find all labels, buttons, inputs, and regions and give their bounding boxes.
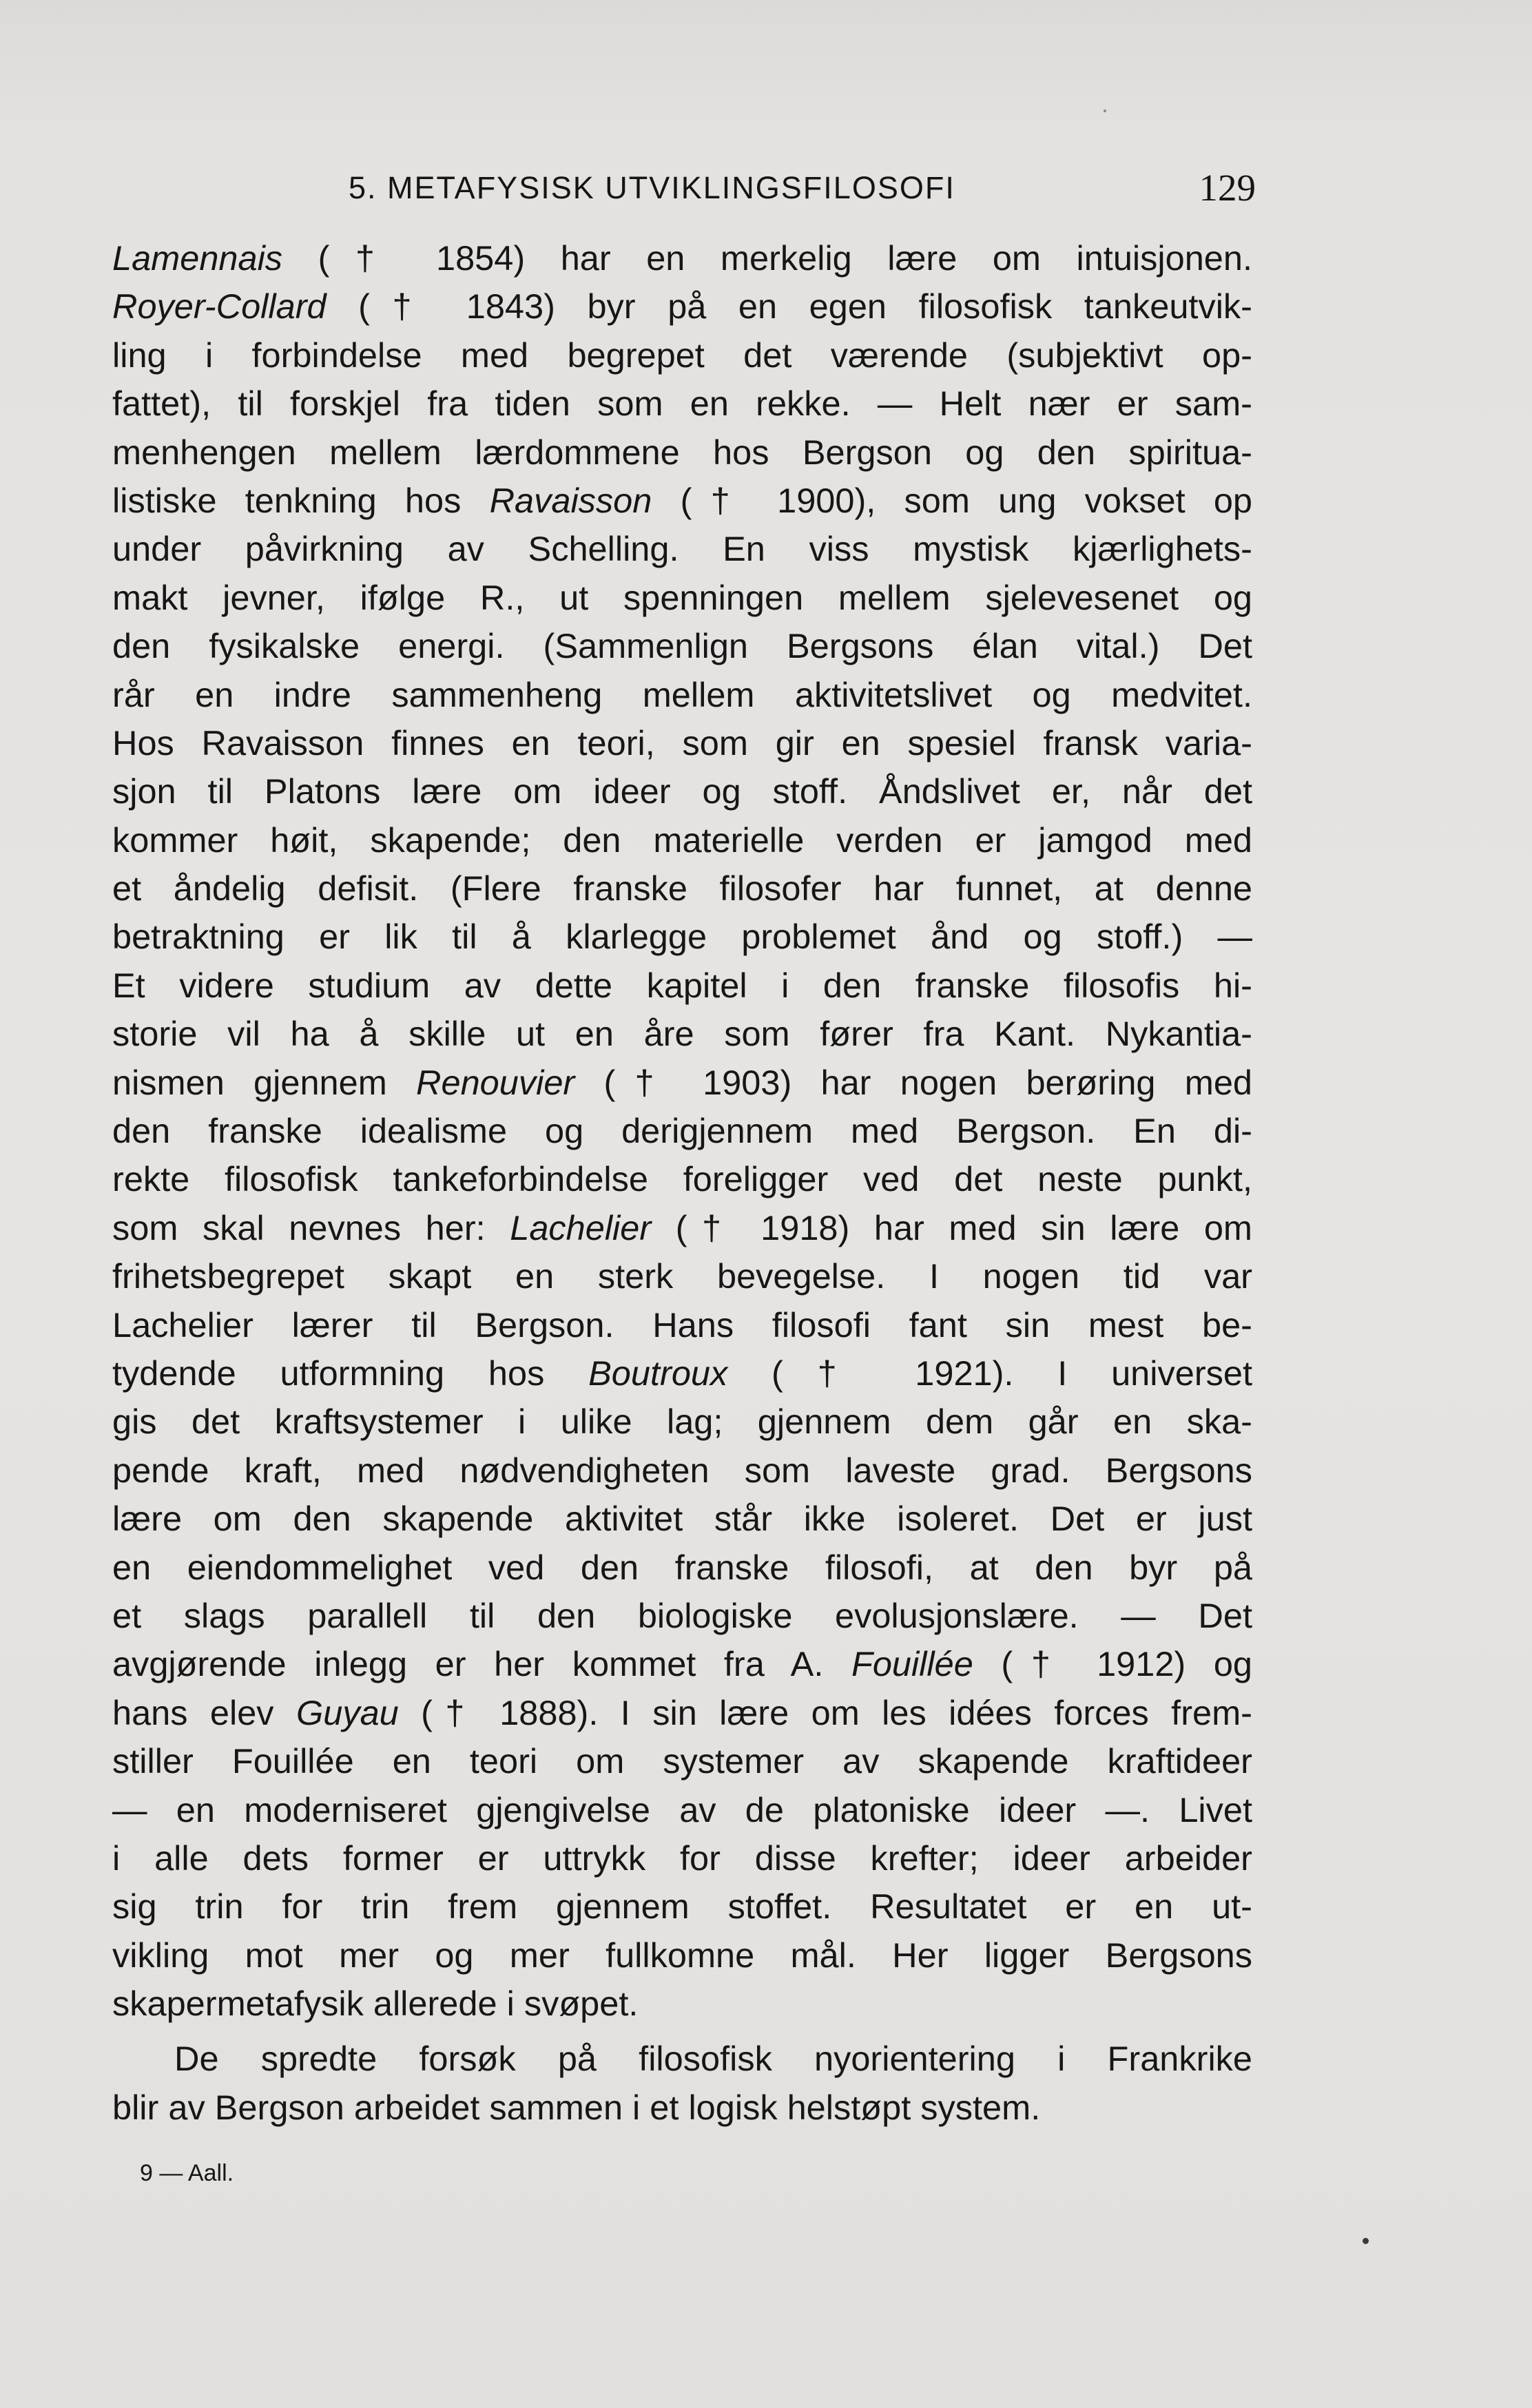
text-segment: sjon til Platons lære om ideer og stoff. Åndslivet er, når det — [112, 771, 1252, 811]
text-segment: i alle dets former er uttrykk for disse krefter; ideer arbeider — [112, 1838, 1252, 1878]
text-segment: nismen gjennem — [112, 1062, 417, 1102]
text-segment: listiske tenkning hos — [112, 480, 490, 520]
text-segment: († 1918) har med sin lære om — [651, 1207, 1252, 1247]
text-segment: († 1900), som ung vokset op — [652, 480, 1252, 520]
italic-name: Fouillée — [851, 1644, 973, 1684]
paragraph-2 — [112, 2035, 1252, 2132]
text-segment: ling i forbindelse med begrepet det værende (subjektivt op- — [112, 335, 1252, 375]
print-speck — [1363, 2238, 1369, 2244]
text-segment: — en moderniseret gjengivelse av de platoniske ideer —. Livet — [112, 1789, 1252, 1829]
text-line — [112, 1640, 1252, 1688]
page-number: 129 — [1199, 167, 1256, 209]
text-segment: avgjørende inlegg er her kommet fra A. — [112, 1644, 851, 1684]
text-segment: den fysikalske energi. (Sammenlign Bergsons élan vital.) Det — [112, 626, 1252, 666]
text-line — [112, 913, 1252, 961]
text-line — [112, 1059, 1252, 1107]
italic-name: Lamennais — [112, 238, 283, 278]
text-segment: sig trin for trin frem gjennem stoffet. Resultatet er en ut- — [112, 1887, 1252, 1927]
text-line — [112, 622, 1252, 670]
text-line — [112, 1786, 1252, 1834]
text-line — [112, 1252, 1252, 1300]
text-segment: († 1888). I sin lære om les idées forces frem- — [398, 1692, 1252, 1732]
text-line — [112, 234, 1252, 282]
text-line — [112, 1592, 1252, 1640]
text-segment: kommer høit, skapende; den materielle verden er jamgod med — [112, 820, 1252, 860]
text-line — [112, 816, 1252, 864]
text-segment: († 1903) har nogen berøring med — [574, 1062, 1252, 1102]
text-segment: tydende utformning hos — [112, 1353, 589, 1393]
body-text — [112, 234, 1252, 2132]
text-line — [112, 1155, 1252, 1203]
text-line — [112, 1544, 1252, 1592]
italic-name: Renouvier — [416, 1062, 575, 1102]
text-segment: under påvirkning av Schelling. En viss mystisk kjærlighets- — [112, 529, 1252, 569]
text-segment: hans elev — [112, 1692, 296, 1732]
text-segment: rår en indre sammenheng mellem aktivitetslivet og medvitet. — [112, 674, 1252, 714]
text-segment: frihetsbegrepet skapt en sterk bevegelse. I nogen tid var — [112, 1256, 1252, 1296]
text-segment: som skal nevnes her: — [112, 1207, 510, 1247]
text-line — [112, 1689, 1252, 1737]
italic-name: Ravaisson — [489, 480, 652, 520]
running-title: 5. METAFYSISK UTVIKLINGSFILOSOFI — [349, 170, 955, 205]
text-line — [112, 1495, 1252, 1543]
italic-name: Guyau — [296, 1692, 399, 1732]
page-header — [349, 164, 1256, 212]
text-line — [112, 428, 1252, 477]
text-line — [112, 767, 1252, 816]
text-segment: De spredte forsøk på filosofisk nyorientering i Frankrike — [174, 2039, 1252, 2079]
text-line — [112, 477, 1252, 525]
text-line — [112, 1204, 1252, 1252]
text-segment: skapermetafysik allerede i svøpet. — [112, 1984, 639, 2024]
italic-name: Boutroux — [588, 1353, 728, 1393]
text-segment: lære om den skapende aktivitet står ikke isoleret. Det er just — [112, 1499, 1252, 1539]
text-segment: blir av Bergson arbeidet sammen i et logisk helstøpt system. — [112, 2087, 1041, 2127]
text-line — [112, 2084, 1252, 2132]
text-segment: († 1843) byr på en egen filosofisk tankeutvik- — [326, 287, 1252, 326]
text-line — [112, 1834, 1252, 1882]
text-line — [112, 1398, 1252, 1446]
text-segment: rekte filosofisk tankeforbindelse foreligger ved det neste punkt, — [112, 1159, 1252, 1199]
text-segment: betraktning er lik til å klarlegge problemet ånd og stoff.) — — [112, 917, 1252, 957]
text-segment: Lachelier lærer til Bergson. Hans filosofi fant sin mest be- — [112, 1305, 1252, 1345]
text-segment: et åndelig defisit. (Flere franske filosofer har funnet, at denne — [112, 869, 1252, 909]
text-segment: menhengen mellem lærdommene hos Bergson og den spiritua- — [112, 432, 1252, 472]
text-segment: makt jevner, ifølge R., ut spenningen mellem sjelevesenet og — [112, 577, 1252, 617]
text-line — [112, 574, 1252, 622]
text-segment: Et videre studium av dette kapitel i den franske filosofis hi- — [112, 965, 1252, 1005]
text-line — [112, 1980, 1252, 2028]
text-segment: stiller Fouillée en teori om systemer av skapende kraftideer — [112, 1741, 1252, 1781]
text-line — [112, 962, 1252, 1010]
text-line — [112, 1446, 1252, 1495]
italic-name: Lachelier — [510, 1207, 652, 1247]
text-segment: († 1912) og — [973, 1644, 1252, 1684]
text-segment: en eiendommelighet ved den franske filosofi, at den byr på — [112, 1547, 1252, 1587]
text-line — [112, 282, 1252, 331]
text-line — [112, 380, 1252, 428]
text-segment: († 1921). I universet — [727, 1353, 1252, 1393]
text-segment: et slags parallell til den biologiske evolusjonslære. — Det — [112, 1595, 1252, 1635]
text-line — [112, 671, 1252, 719]
print-speck — [1104, 110, 1106, 112]
text-segment: gis det kraftsystemer i ulike lag; gjennem dem går en ska- — [112, 1402, 1252, 1442]
text-line — [112, 331, 1252, 380]
text-line — [112, 1737, 1252, 1785]
text-line — [112, 719, 1252, 767]
text-line — [112, 1882, 1252, 1931]
text-line — [112, 1107, 1252, 1155]
signature-mark: 9 — Aall. — [140, 2160, 234, 2186]
text-segment: Hos Ravaisson finnes en teori, som gir en spesiel fransk varia- — [112, 723, 1252, 762]
paragraph-gap — [112, 2028, 1252, 2035]
text-line — [112, 1010, 1252, 1058]
text-line — [112, 525, 1252, 573]
paragraph-1 — [112, 234, 1252, 2028]
text-line — [112, 2035, 1252, 2083]
text-segment: vikling mot mer og mer fullkomne mål. Her ligger Bergsons — [112, 1935, 1252, 1975]
text-line — [112, 864, 1252, 913]
text-segment: storie vil ha å skille ut en åre som fører fra Kant. Nykantia- — [112, 1014, 1252, 1054]
text-segment: fattet), til forskjel fra tiden som en rekke. — Helt nær er sam- — [112, 384, 1252, 424]
text-line — [112, 1349, 1252, 1398]
text-line — [112, 1931, 1252, 1980]
text-segment: († 1854) har en merkelig lære om intuisjonen. — [282, 238, 1252, 278]
text-segment: den franske idealisme og derigjennem med Bergson. En di- — [112, 1111, 1252, 1151]
italic-name: Royer-Collard — [112, 287, 327, 326]
text-segment: pende kraft, med nødvendigheten som laveste grad. Bergsons — [112, 1450, 1252, 1490]
text-line — [112, 1301, 1252, 1349]
